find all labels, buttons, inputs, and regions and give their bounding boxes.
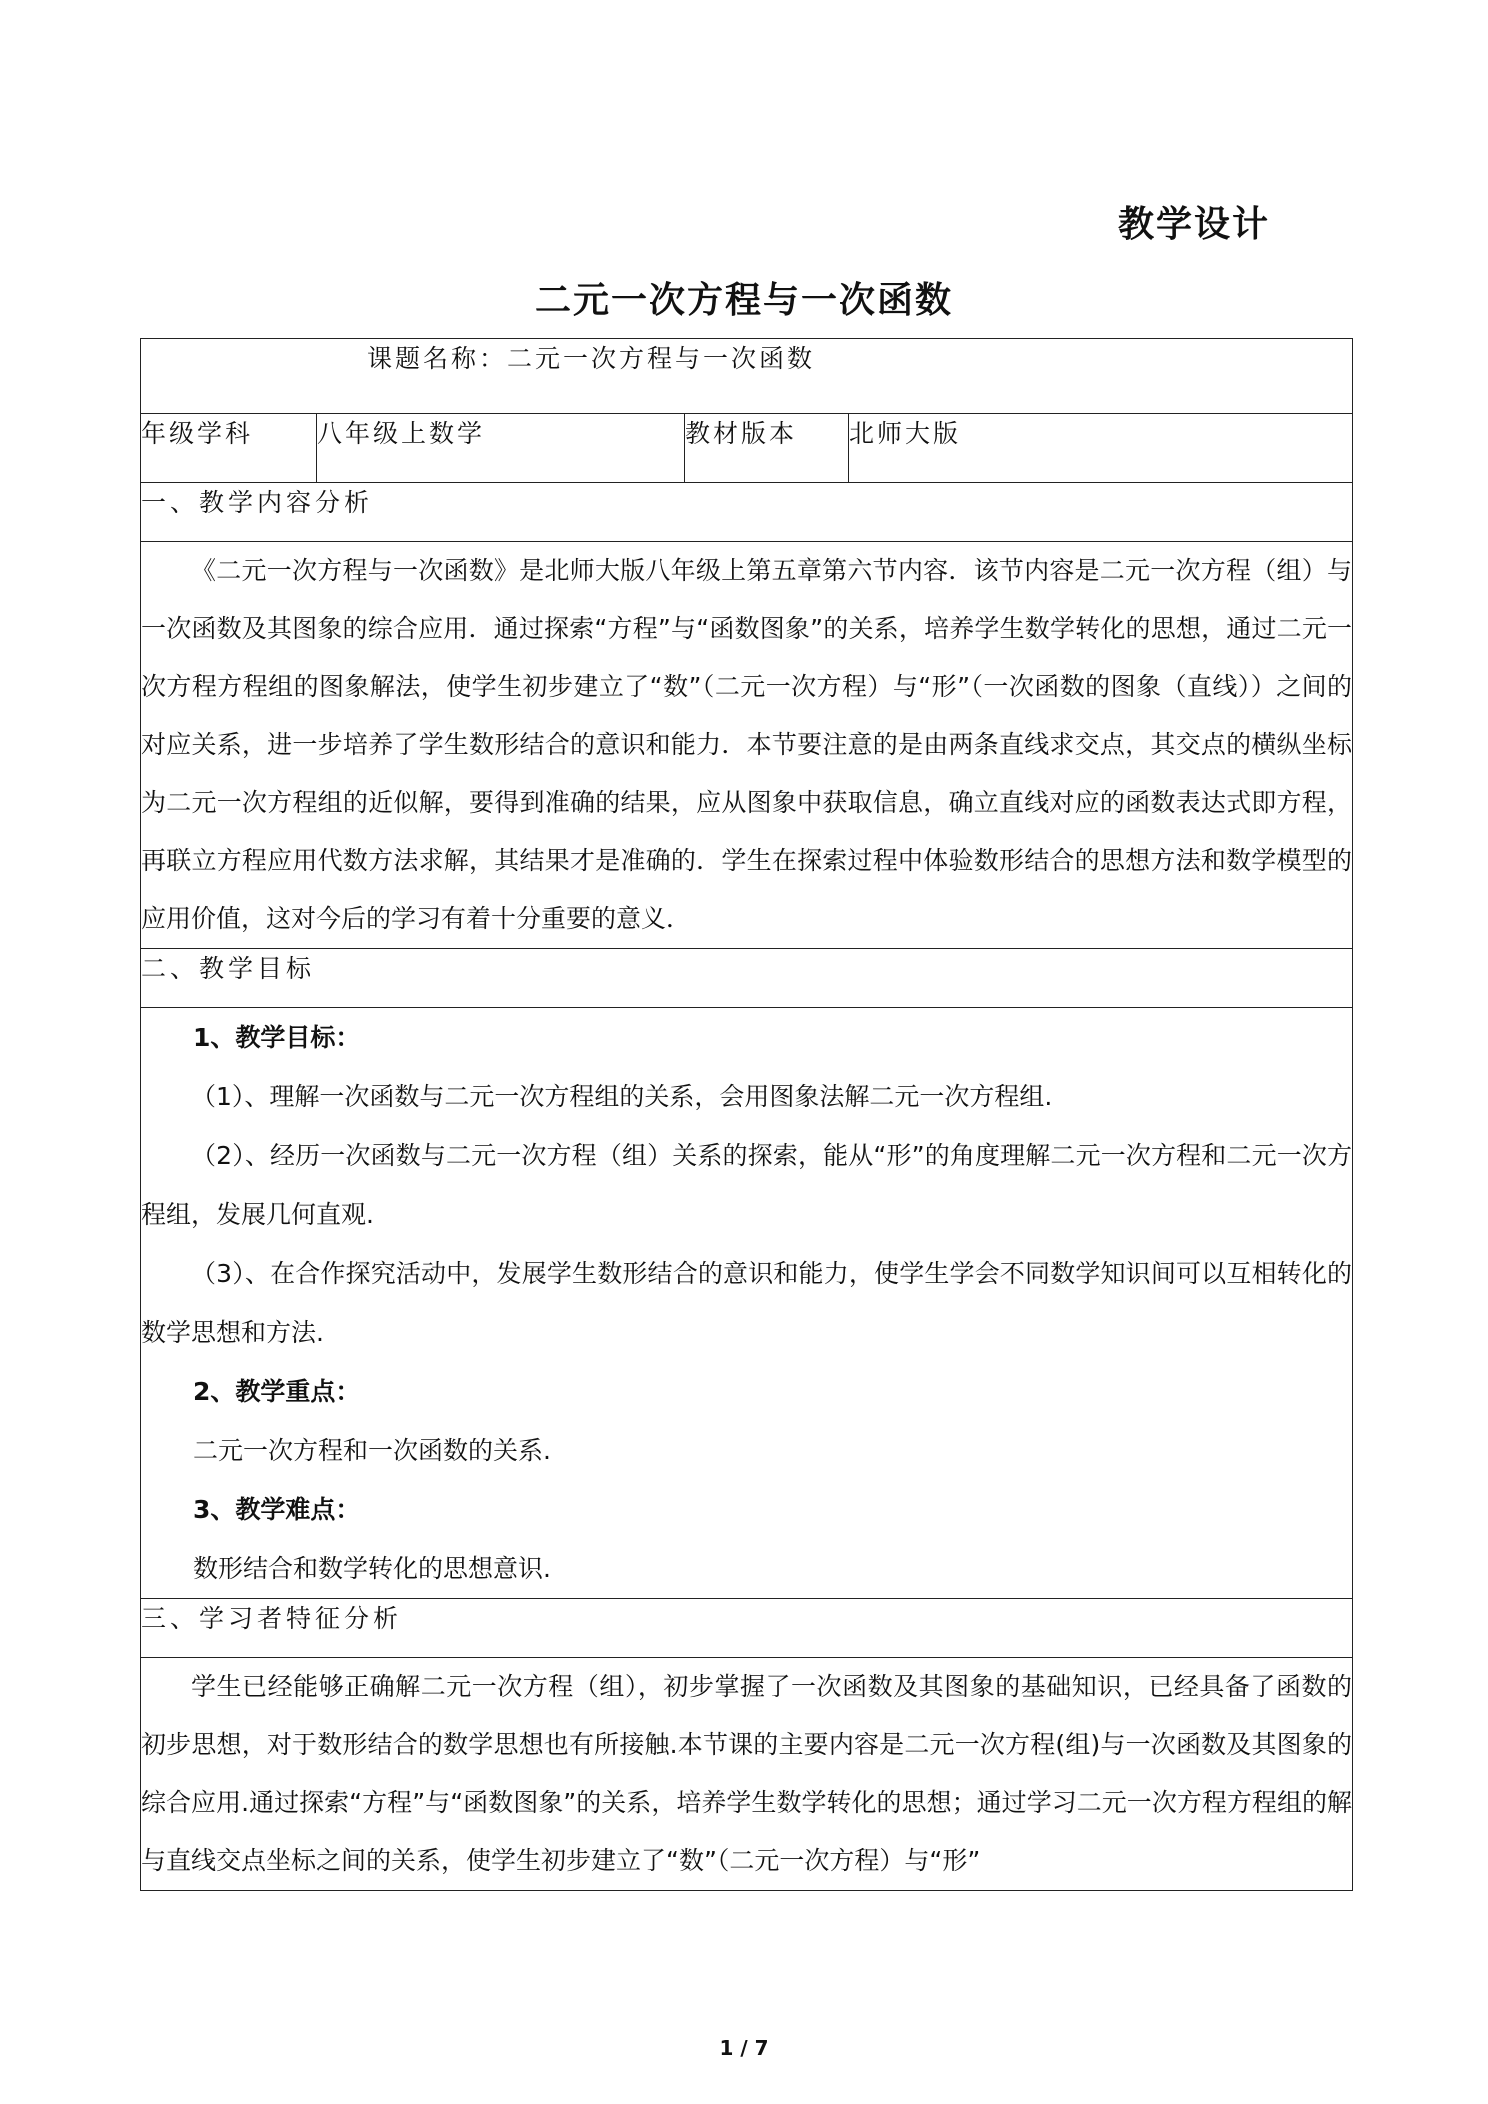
content-analysis-body-row — [141, 542, 1353, 949]
grade-value: 八年级上数学 — [317, 414, 685, 483]
goal-item: （2）、经历一次函数与二元一次方程（组）关系的探索，能从“形”的角度理解二元一次方程和二元一次方程组，发展几何直观. — [141, 1141, 1353, 1229]
subject-row — [141, 339, 1353, 414]
goal-item: （1）、理解一次函数与二元一次方程组的关系，会用图象法解二元一次方程组. — [191, 1082, 1053, 1111]
goal-difficulties-heading: 3、教学难点： — [193, 1495, 361, 1524]
goal-key-points-text: 二元一次方程和一次函数的关系. — [193, 1436, 551, 1465]
learner-heading: 三、学习者特征分析 — [141, 1599, 1353, 1658]
document-type-label: 教学设计 — [1117, 204, 1270, 245]
grade-label: 年级学科 — [141, 414, 317, 483]
lesson-plan-table — [140, 338, 1353, 1891]
learner-analysis-text: 学生已经能够正确解二元一次方程（组），初步掌握了一次函数及其图象的基础知识，已经具备了函数的初步思想，对于数形结合的数学思想也有所接触.本节课的主要内容是二元一次方程(组)与一次函数及其图象的综合应用.通过探索“方程”与“函数图象”的关系，培养学生数学转化的思想；通过学习二元一次方程方程组的解与直线交点坐标之间的关系，使学生初步建立了“数”（二元一次方程）与“形” — [141, 1672, 1353, 1875]
goal-item: （3）、在合作探究活动中，发展学生数形结合的意识和能力，使学生学会不同数学知识间可以互相转化的数学思想和方法. — [141, 1259, 1353, 1347]
goals-heading: 二、教学目标 — [141, 949, 1353, 1008]
goals-header-row — [141, 949, 1353, 1008]
goals-cell — [141, 1008, 1353, 1599]
goal-difficulties-text: 数形结合和数学转化的思想意识. — [193, 1554, 551, 1583]
subject-name: 课题名称：二元一次方程与一次函数 — [367, 344, 816, 373]
edition-value: 北师大版 — [849, 414, 1353, 483]
content-analysis-heading: 一、教学内容分析 — [141, 483, 1353, 542]
learner-cell — [141, 1658, 1353, 1891]
content-analysis-header-row — [141, 483, 1353, 542]
edition-label: 教材版本 — [685, 414, 849, 483]
content-analysis-cell — [141, 542, 1353, 949]
page-number: 1 / 7 — [719, 2036, 769, 2060]
subject-cell — [141, 339, 1353, 414]
goal-objectives-heading: 1、教学目标： — [193, 1023, 361, 1052]
content-analysis-text: 《二元一次方程与一次函数》是北师大版八年级上第五章第六节内容．该节内容是二元一次方程（组）与一次函数及其图象的综合应用．通过探索“方程”与“函数图象”的关系，培养学生数学转化的思想，通过二元一次方程方程组的图象解法，使学生初步建立了“数”（二元一次方程）与“形”（一次函数的图象（直线））之间的对应关系，进一步培养了学生数形结合的意识和能力．本节要注意的是由两条直线求交点，其交点的横纵坐标为二元一次方程组的近似解，要得到准确的结果，应从图象中获取信息，确立直线对应的函数表达式即方程，再联立方程应用代数方法求解，其结果才是准确的．学生在探索过程中体验数形结合的思想方法和数学模型的应用价值，这对今后的学习有着十分重要的意义． — [141, 556, 1353, 933]
info-row — [141, 414, 1353, 483]
learner-body-row — [141, 1658, 1353, 1891]
goal-key-points-heading: 2、教学重点： — [193, 1377, 361, 1406]
learner-header-row — [141, 1599, 1353, 1658]
page-title: 二元一次方程与一次函数 — [534, 280, 953, 321]
goals-body-row — [141, 1008, 1353, 1599]
